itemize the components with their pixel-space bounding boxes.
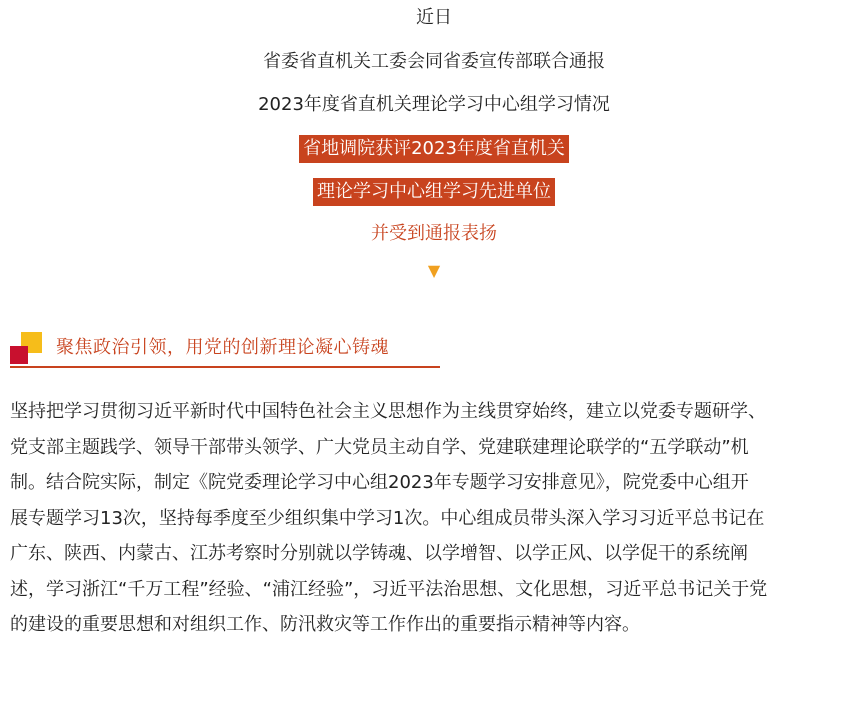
body-line: 的建设的重要思想和对组织工作、防汛救灾等工作作出的重要指示精神等内容。	[10, 614, 640, 635]
intro-line-commendation: 并受到通报表扬	[371, 223, 497, 244]
section-underline	[10, 366, 440, 368]
intro-highlight-row-2	[0, 178, 868, 206]
intro-line-notice: 省委省直机关工委会同省委宣传部联合通报	[263, 51, 605, 72]
intro-highlight-row-1	[0, 135, 868, 163]
body-line: 制。结合院实际，制定《院党委理论学习中心组2023年专题学习安排意见》，院党委中心组开	[10, 472, 749, 493]
body-line: 述，学习浙江“千万工程”经验、“浦江经验”，习近平法治思想、文化思想，习近平总书记关于党	[10, 578, 768, 600]
body-line: 展专题学习13次，坚持每季度至少组织集中学习1次。中心组成员带头深入学习习近平总书记在	[10, 507, 765, 529]
intro-line-recently: 近日	[416, 7, 452, 28]
intro-line-year-study: 2023年度省直机关理论学习中心组学习情况	[258, 94, 610, 115]
highlight-award-line-1: 省地调院获评2023年度省直机关	[299, 135, 569, 163]
highlight-award-line-2: 理论学习中心组学习先进单位	[313, 178, 555, 206]
body-line: 党支部主题践学、领导干部带头领学、广大党员主动自学、党建联建理论联学的“五学联动”机	[10, 436, 749, 458]
body-line: 广东、陕西、内蒙古、江苏考察时分别就以学铸魂、以学增智、以学正风、以学促干的系统阐	[10, 543, 748, 564]
section-header	[10, 332, 440, 368]
down-triangle-icon: ▼	[427, 261, 441, 280]
body-paragraph	[10, 394, 860, 643]
section-title: 聚焦政治引领，用党的创新理论凝心铸魂	[56, 337, 389, 358]
body-line: 坚持把学习贯彻习近平新时代中国特色社会主义思想作为主线贯穿始终，建立以党委专题研学、	[10, 401, 766, 422]
red-square-icon	[10, 346, 28, 364]
